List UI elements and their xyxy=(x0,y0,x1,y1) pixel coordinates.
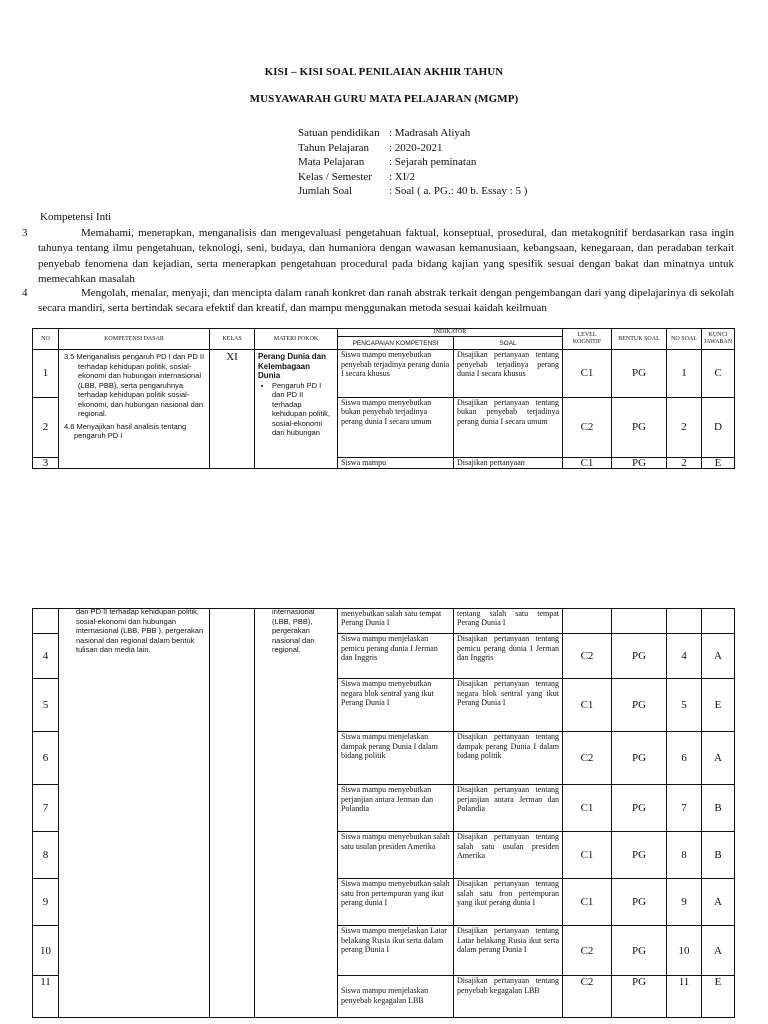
materi-bullet-text: Pengaruh PD I dan PD II terhadap kehidupan politik, sosial-ekonomi dan hubungan xyxy=(272,380,330,437)
nosoal-cell: 9 xyxy=(667,879,702,926)
kompetensi-inti-heading: Kompetensi Inti xyxy=(40,211,112,223)
bentuk-cell: PG xyxy=(612,634,667,679)
kompetensi-item xyxy=(22,286,734,317)
row-no: 8 xyxy=(33,832,59,879)
nosoal-cell: 1 xyxy=(667,350,702,398)
header-pencapaian-kompetensi: PENCAPAIAN KOMPETENSI xyxy=(338,337,454,350)
level-cell: C2 xyxy=(563,732,612,785)
level-cell: C2 xyxy=(563,976,612,1018)
kisi-table-page1 xyxy=(32,328,735,469)
bentuk-cell: PG xyxy=(612,679,667,732)
meta-label: Kelas / Semester xyxy=(298,170,372,183)
bentuk-cell xyxy=(612,609,667,634)
meta-label: Satuan pendidikan xyxy=(298,127,380,139)
pencapaian-cell: Siswa mampu menyebutkan perjanjian antara Jerman dan Polandia xyxy=(338,785,454,832)
meta-block xyxy=(298,126,527,199)
header-soal: SOAL xyxy=(454,337,563,350)
kompetensi-text: Mengolah, menalar, menyaji, dan mencipta dalam ranah konkret dan ranah abstrak terkait dengan pengembangan dari yang dipelajarinya di sekolah secara mandiri, serta bertindak secara efektif dan kreatif, dan mampu menggunakan metoda sesuai kaidah keilmuan xyxy=(38,287,734,315)
materi-title: Perang Dunia dan Kelembagaan Dunia xyxy=(258,352,327,380)
bentuk-cell: PG xyxy=(612,976,667,1018)
pencapaian-cell: Siswa mampu menyebutkan bukan penyebab terjadinya perang dunia I secara umum xyxy=(338,397,454,457)
meta-label: Mata Pelajaran xyxy=(298,156,365,168)
kompetensi-text: Memahami, menerapkan, menganalisis dan mengevaluasi pengetahuan faktual, konseptual, prosedural, dan metakognitif berdasarkan rasa ingin tahunya tentang ilmu pengetahuan, teknologi, seni, budaya, dan humaniora dengan wawasan kemanusiaan, kebangsaan, kenegaraan, dan peradaban terkait penyebab fenomena dan kejadian, serta menerapkan pengetahuan procedural pada bidang kajian yang spesifik sesuai dengan bakat dan minatnya untuk memecahkan masalah xyxy=(38,227,734,285)
kunci-cell: E xyxy=(702,976,735,1018)
soal-cell: Disajikan pertanyaan tentang Latar belakang Rusia ikut serta dalam perang Dunia I xyxy=(454,926,563,976)
header-kunci-jawaban: KUNCI JAWABAN xyxy=(702,329,735,350)
nosoal-cell: 11 xyxy=(667,976,702,1018)
row-no xyxy=(33,609,59,634)
meta-row xyxy=(298,155,527,170)
nosoal-cell xyxy=(667,609,702,634)
header-indikator: INDIKATOR xyxy=(338,329,563,337)
kisi-table-page2 xyxy=(32,608,735,1018)
level-cell: C1 xyxy=(563,785,612,832)
pencapaian-cell: Siswa mampu menyebutkan salah satu usulan presiden Amerika xyxy=(338,832,454,879)
row-no: 5 xyxy=(33,679,59,732)
bentuk-cell: PG xyxy=(612,732,667,785)
level-cell xyxy=(563,609,612,634)
row-no: 2 xyxy=(33,397,59,457)
kompetensi-number: 4 xyxy=(22,287,28,299)
pencapaian-cell: Siswa mampu menjelaskan Latar belakang Rusia ikut serta dalam perang Dunia I xyxy=(338,926,454,976)
soal-cell: Disajikan pertanyaan tentang bukan penyebab terjadinya perang dunia I secara umum xyxy=(454,397,563,457)
soal-cell: Disajikan pertanyaan tentang negara blok sentral yang ikut Perang Dunia I xyxy=(454,679,563,732)
kd-4-6: 4.6 Menyajikan hasil analisis tentang pengaruh PD I xyxy=(64,421,187,440)
nosoal-cell: 4 xyxy=(667,634,702,679)
materi-continued: internasional (LBB, PBB), pergerakan nasional dan regional. xyxy=(272,608,315,654)
bentuk-cell: PG xyxy=(612,457,667,468)
pencapaian-cell: Siswa mampu menjelaskan pemicu perang dunia I Jerman dan Inggris xyxy=(338,634,454,679)
document-subtitle: MUSYAWARAH GURU MATA PELAJARAN (MGMP) xyxy=(249,93,519,105)
level-cell: C2 xyxy=(563,397,612,457)
bentuk-cell: PG xyxy=(612,397,667,457)
level-cell: C2 xyxy=(563,634,612,679)
meta-value: : Sejarah peminatan xyxy=(389,156,477,168)
kunci-cell: A xyxy=(702,879,735,926)
pencapaian-cell: Siswa mampu xyxy=(338,457,454,468)
meta-row xyxy=(298,141,527,156)
row-no: 9 xyxy=(33,879,59,926)
nosoal-cell: 10 xyxy=(667,926,702,976)
meta-value: : XI/2 xyxy=(389,170,415,183)
header-level-kognitif: LEVEL KOGNITIF xyxy=(563,329,612,350)
kunci-cell: A xyxy=(702,634,735,679)
bentuk-cell: PG xyxy=(612,879,667,926)
row-no: 3 xyxy=(33,457,59,468)
kompetensi-item xyxy=(22,226,734,287)
row-no: 10 xyxy=(33,926,59,976)
level-cell: C1 xyxy=(563,832,612,879)
level-cell: C2 xyxy=(563,926,612,976)
header-no: NO xyxy=(33,329,59,350)
level-cell: C1 xyxy=(563,457,612,468)
soal-cell: tentang salah satu tempat Perang Dunia I xyxy=(454,609,563,634)
kompetensi-number: 3 xyxy=(22,227,28,239)
soal-cell: Disajikan pertanyaan tentang salah satu usulan presiden Amerika xyxy=(454,832,563,879)
soal-cell: Disajikan pertanyaan tentang perjanjian antara Jerman dan Polandia xyxy=(454,785,563,832)
nosoal-cell: 2 xyxy=(667,397,702,457)
bentuk-cell: PG xyxy=(612,350,667,398)
kunci-cell xyxy=(702,609,735,634)
meta-value: : Madrasah Aliyah xyxy=(389,127,471,139)
row-no: 4 xyxy=(33,634,59,679)
document-title: KISI – KISI SOAL PENILAIAN AKHIR TAHUN xyxy=(264,66,504,78)
kompetensi-dasar-cell xyxy=(59,350,210,469)
row-no: 6 xyxy=(33,732,59,785)
pencapaian-cell: Siswa mampu menyebutkan penyebab terjadinya perang dunia I secara khusus xyxy=(338,350,454,398)
kunci-cell: B xyxy=(702,832,735,879)
meta-row xyxy=(298,126,527,141)
header-no-soal: NO SOAL xyxy=(667,329,702,350)
soal-cell: Disajikan pertanyaan tentang pemicu perang dunia I Jerman dan Inggris xyxy=(454,634,563,679)
kunci-cell: C xyxy=(702,350,735,398)
bentuk-cell: PG xyxy=(612,926,667,976)
nosoal-cell: 5 xyxy=(667,679,702,732)
materi-bullet xyxy=(272,381,334,438)
soal-cell: Disajikan pertanyaan xyxy=(454,457,563,468)
table-row xyxy=(33,609,735,634)
meta-value: : 2020-2021 xyxy=(389,141,443,154)
soal-cell: Disajikan pertanyaan tentang dampak perang Dunia I dalam bidang politik xyxy=(454,732,563,785)
kunci-cell: A xyxy=(702,732,735,785)
row-no: 1 xyxy=(33,350,59,398)
meta-value: : Soal ( a. PG.: 40 b. Essay : 5 ) xyxy=(389,185,528,197)
kunci-cell: A xyxy=(702,926,735,976)
meta-row xyxy=(298,170,527,185)
kompetensi-dasar-cell xyxy=(59,609,210,1018)
level-cell: C1 xyxy=(563,879,612,926)
kelas-cell xyxy=(210,609,255,1018)
meta-row xyxy=(298,184,527,199)
header-kompetensi-dasar: KOMPETENSI DASAR xyxy=(59,329,210,350)
bentuk-cell: PG xyxy=(612,832,667,879)
kd-continued: dan PD II terhadap kehidupan politik, sosial-ekonomi dan hubungan internasional (LBB, PBB ), pergerakan nasional dan regional dalam bentuk tulisan dan media lain. xyxy=(76,608,204,654)
nosoal-cell: 7 xyxy=(667,785,702,832)
table-row xyxy=(33,350,735,398)
pencapaian-cell: Siswa mampu menyebutkan negara blok sentral yang ikut Perang Dunia I xyxy=(338,679,454,732)
level-cell: C1 xyxy=(563,679,612,732)
header-kelas: KELAS xyxy=(210,329,255,350)
soal-cell: Disajikan pertanyaan tentang penyebab terjadinya perang dunia I secara khusus xyxy=(454,350,563,398)
meta-label: Jumlah Soal xyxy=(298,185,353,197)
nosoal-cell: 8 xyxy=(667,832,702,879)
materi-pokok-cell xyxy=(255,609,338,1018)
pencapaian-cell: Siswa mampu menjelaskan penyebab kegagalan LBB xyxy=(338,976,454,1018)
header-materi-pokok: MATERI POKOK xyxy=(255,329,338,350)
pencapaian-cell: Siswa mampu menyebutkan salah satu fron pertempuran yang ikut perang dunia I xyxy=(338,879,454,926)
kelas-cell: XI xyxy=(210,350,255,469)
nosoal-cell: 2 xyxy=(667,457,702,468)
kd-3-5: 3.5 Menganalisis pengaruh PD I dan PD II terhadap kehidupan politik, sosial-ekonomi dan hubungan internasional (LBB, PBB), serta pengaruhnya terhadap kehidupan politik sosial-ekonomi, dan hubungan nasional dan regional. xyxy=(64,352,205,418)
kunci-cell: E xyxy=(702,457,735,468)
row-no: 7 xyxy=(33,785,59,832)
row-no: 11 xyxy=(33,976,59,1018)
kunci-cell: D xyxy=(702,397,735,457)
pencapaian-cell: Siswa mampu menjelaskan dampak perang Dunia I dalam bidang politik xyxy=(338,732,454,785)
nosoal-cell: 6 xyxy=(667,732,702,785)
bentuk-cell: PG xyxy=(612,785,667,832)
header-bentuk-soal: BENTUK SOAL xyxy=(612,329,667,350)
soal-cell: Disajikan pertanyaan tentang salah satu fron pertempuran yang ikut perang dunia I xyxy=(454,879,563,926)
materi-pokok-cell xyxy=(255,350,338,469)
kunci-cell: E xyxy=(702,679,735,732)
meta-label: Tahun Pelajaran xyxy=(298,141,370,154)
kunci-cell: B xyxy=(702,785,735,832)
level-cell: C1 xyxy=(563,350,612,398)
soal-cell: Disajikan pertanyaan tentang penyebab kegagalan LBB xyxy=(454,976,563,1018)
pencapaian-cell: menyebutkan salah satu tempat Perang Dunia I xyxy=(338,609,454,634)
